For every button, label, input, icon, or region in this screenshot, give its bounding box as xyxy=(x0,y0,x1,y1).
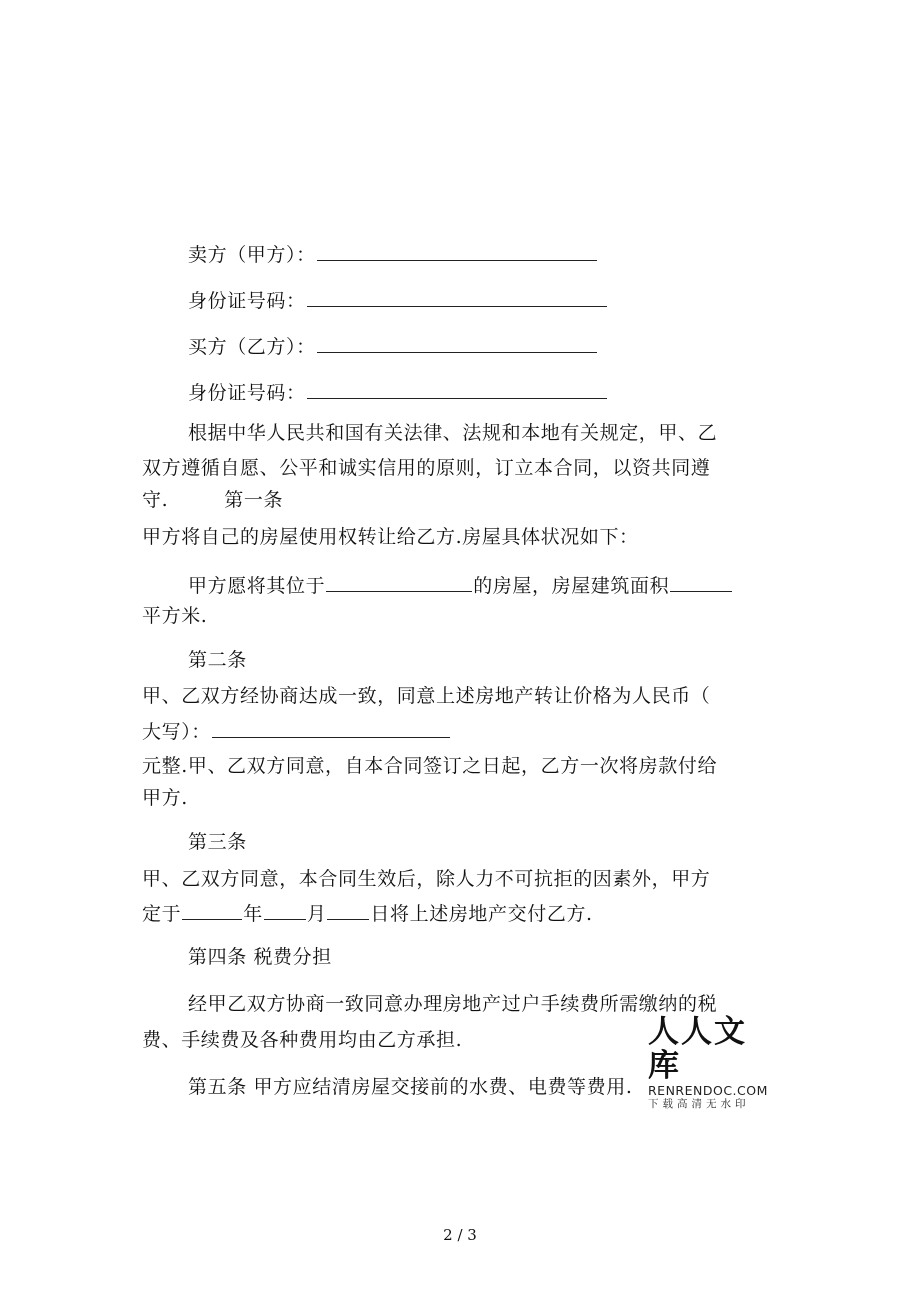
article-3-line-2-d: 日将上述房地产交付乙方. xyxy=(370,903,593,925)
intro-line-2: 双方遵循自愿、公平和诚实信用的原则，订立本合同，以资共同遵 xyxy=(142,457,711,479)
buyer-id-line xyxy=(188,380,608,405)
buyer-blank xyxy=(317,334,597,353)
year-blank xyxy=(182,901,242,920)
buyer-id-blank xyxy=(307,380,607,399)
price-blank xyxy=(212,719,450,738)
watermark-domain: RENRENDOC.COM xyxy=(648,1083,768,1098)
article-1-line-2 xyxy=(188,573,733,598)
article-2-line-1: 甲、乙双方经协商达成一致，同意上述房地产转让价格为人民币（ xyxy=(142,685,711,707)
month-blank xyxy=(264,901,306,920)
seller-line xyxy=(188,242,598,267)
page-number: 2 / 3 xyxy=(443,1226,477,1244)
watermark-brand: 人人文库 xyxy=(648,1014,747,1084)
seller-id-label: 身份证号码： xyxy=(188,290,306,312)
article-1-line-3: 平方米. xyxy=(142,605,208,627)
article-1-line-2-b: 的房屋，房屋建筑面积 xyxy=(473,575,670,597)
article-3-month-label: 月 xyxy=(306,903,327,925)
article-2-line-3: 元整.甲、乙双方同意，自本合同签订之日起，乙方一次将房款付给 xyxy=(142,755,718,777)
article-4-line-1: 经甲乙双方协商一致同意办理房地产过户手续费所需缴纳的税 xyxy=(188,993,718,1015)
intro-line-3 xyxy=(142,488,283,512)
article-3-line-2-a: 定于 xyxy=(142,903,182,925)
buyer-id-label: 身份证号码： xyxy=(188,382,306,404)
article-2-title: 第二条 xyxy=(188,649,247,671)
location-blank xyxy=(326,573,472,592)
buyer-line xyxy=(188,334,598,359)
article-3-title: 第三条 xyxy=(188,831,247,853)
article-2-line-2-text: 大写）： xyxy=(142,721,211,743)
seller-id-line xyxy=(188,288,608,313)
article-3-year-label: 年 xyxy=(243,903,263,925)
article-1-line-2-a: 甲方愿将其位于 xyxy=(188,575,326,597)
seller-label: 卖方（甲方）： xyxy=(188,244,316,266)
watermark-slogan: 下载高清无水印 xyxy=(648,1098,750,1110)
article-1-title: 第一条 xyxy=(224,489,284,511)
article-3-line-2 xyxy=(142,901,593,926)
intro-line-3-text: 守. xyxy=(142,489,169,511)
article-1-line-1: 甲方将自己的房屋使用权转让给乙方.房屋具体状况如下： xyxy=(142,526,639,548)
area-blank xyxy=(670,573,732,592)
article-2-line-2 xyxy=(142,719,451,744)
buyer-label: 买方（乙方）： xyxy=(188,336,316,358)
intro-line-1: 根据中华人民共和国有关法律、法规和本地有关规定，甲、乙 xyxy=(188,422,718,444)
seller-blank xyxy=(317,242,597,261)
article-4-line-2: 费、手续费及各种费用均由乙方承担. xyxy=(142,1029,463,1051)
article-4-title: 第四条 税费分担 xyxy=(188,946,332,968)
article-5-line-1: 第五条 甲方应结清房屋交接前的水费、电费等费用. xyxy=(188,1076,633,1098)
day-blank xyxy=(327,901,369,920)
article-2-line-4: 甲方. xyxy=(142,787,188,809)
seller-id-blank xyxy=(307,288,607,307)
article-3-line-1: 甲、乙双方同意，本合同生效后，除人力不可抗拒的因素外，甲方 xyxy=(142,868,711,890)
watermark-logo xyxy=(648,1015,778,1111)
